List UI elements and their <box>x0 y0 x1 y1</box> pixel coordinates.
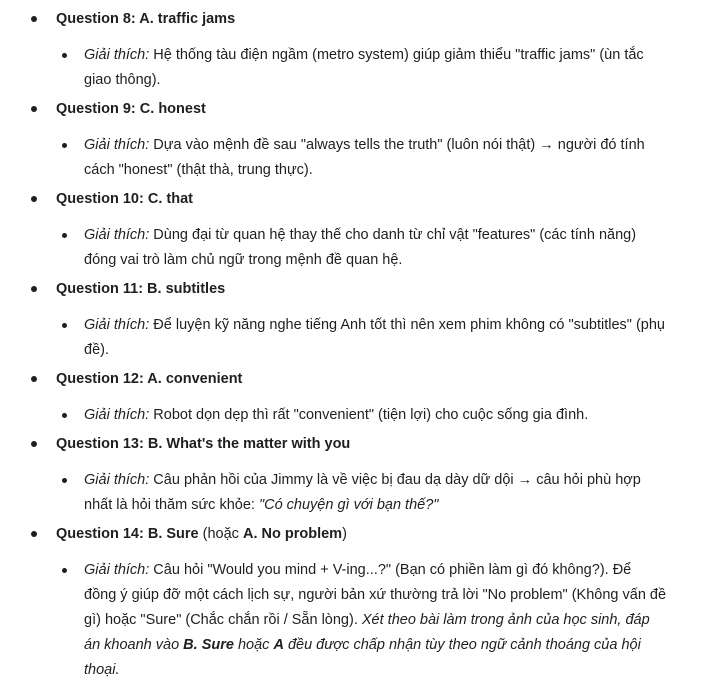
bullet-dot-icon <box>31 286 37 292</box>
explanation <box>0 133 707 183</box>
explanation <box>0 313 707 363</box>
bullet-dot-icon <box>62 233 67 238</box>
question-heading <box>0 277 707 301</box>
explanation-text: Câu phản hồi của Jimmy là về việc bị đau dạ dày dữ dội → câu hỏi phù hợp nhất là hỏi thăm sức khỏe: <box>84 472 641 513</box>
question-heading-text: Question 13: B. What's the matter with you <box>56 436 351 452</box>
alt-answer-bold: A. No problem <box>242 526 343 542</box>
bullet-dot-icon <box>31 196 37 202</box>
question-item <box>0 97 707 183</box>
question-heading-text: Question 11: B. subtitles <box>56 281 226 297</box>
bullet-dot-icon <box>62 478 67 483</box>
question-item <box>0 432 707 518</box>
explanation-text: Robot dọn dẹp thì rất "convenient" (tiện lợi) cho cuộc sống gia đình. <box>149 407 589 423</box>
question-heading <box>0 7 707 31</box>
question-heading-text: Question 14: B. Sure <box>56 526 199 542</box>
alt-close: ) <box>342 526 347 542</box>
bullet-dot-icon <box>31 441 37 447</box>
explanation <box>0 43 707 93</box>
explanation-italic-bold: A <box>273 637 284 653</box>
alt-open: (hoặc <box>198 526 243 542</box>
explanation <box>0 223 707 273</box>
explanation-label: Giải thích: <box>84 407 150 423</box>
question-item <box>0 367 707 428</box>
explanation-italic: hoặc <box>233 637 274 653</box>
question-heading-text: Question 10: C. that <box>56 191 193 207</box>
question-item <box>0 277 707 363</box>
explanation-text: Câu hỏi "Would you mind + V-ing...?" (Bạn có phiền làm gì đó không?). Để đồng ý giúp đỡ một cách lịch sự, người bản xứ thường trả lời "No problem" (Không vấn đề gì) hoặc "Sure" (Chắc chắn rồi / Sẵn lòng). <box>84 562 667 628</box>
bullet-dot-icon <box>31 376 37 382</box>
question-heading-text: Question 9: C. honest <box>56 101 206 117</box>
explanation-label: Giải thích: <box>84 472 150 488</box>
question-alt-answer <box>199 526 347 542</box>
explanation-label: Giải thích: <box>84 227 150 243</box>
explanation <box>0 558 707 683</box>
explanation-label: Giải thích: <box>84 562 150 578</box>
bullet-dot-icon <box>31 106 37 112</box>
question-heading-text: Question 12: A. convenient <box>56 371 243 387</box>
explanation-italic: đều được chấp nhận tùy theo ngữ cảnh thoáng của hội thoại. <box>84 637 641 678</box>
bullet-dot-icon <box>31 531 37 537</box>
explanation <box>0 468 707 518</box>
explanation <box>0 403 707 428</box>
explanation-label: Giải thích: <box>84 137 150 153</box>
question-item <box>0 7 707 93</box>
question-heading <box>0 522 707 546</box>
explanation-label: Giải thích: <box>84 47 150 63</box>
explanation-italic-bold: B. Sure <box>183 637 234 653</box>
explanation-italic: Xét theo bài làm trong ảnh của học sinh, đáp án khoanh vào <box>84 612 650 653</box>
question-heading <box>0 367 707 391</box>
question-item <box>0 522 707 683</box>
explanation-text: Dùng đại từ quan hệ thay thế cho danh từ chỉ vật "features" (các tính năng) đóng vai trò làm chủ ngữ trong mệnh đề quan hệ. <box>84 227 637 268</box>
explanation-italic: "Có chuyện gì với bạn thế?" <box>258 497 439 513</box>
bullet-dot-icon <box>62 568 67 573</box>
explanation-label: Giải thích: <box>84 317 150 333</box>
question-heading-text: Question 8: A. traffic jams <box>56 11 236 27</box>
bullet-dot-icon <box>62 143 67 148</box>
question-heading <box>0 97 707 121</box>
question-heading <box>0 432 707 456</box>
question-heading <box>0 187 707 211</box>
bullet-dot-icon <box>62 53 67 58</box>
explanation-text: Để luyện kỹ năng nghe tiếng Anh tốt thì nên xem phim không có "subtitles" (phụ đề). <box>84 317 665 358</box>
question-item <box>0 187 707 273</box>
explanation-text: Dựa vào mệnh đề sau "always tells the truth" (luôn nói thật) → người đó tính cách "honest" (thật thà, trung thực). <box>84 137 645 178</box>
bullet-dot-icon <box>62 413 67 418</box>
bullet-dot-icon <box>31 16 37 22</box>
explanation-text: Hệ thống tàu điện ngầm (metro system) giúp giảm thiểu "traffic jams" (ùn tắc giao thông). <box>84 47 644 88</box>
bullet-dot-icon <box>62 323 67 328</box>
